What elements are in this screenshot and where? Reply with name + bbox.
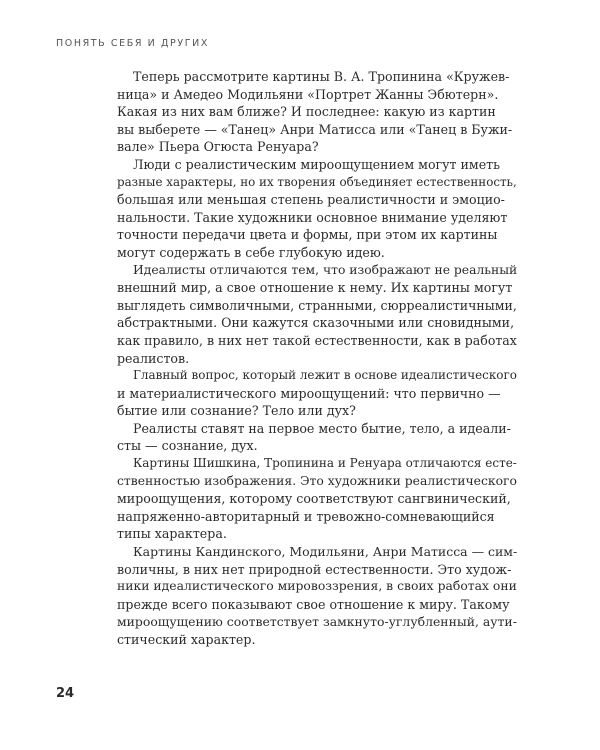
- page-number: 24: [56, 686, 75, 701]
- text-line: как правило, в них нет такой естественности, как в работах: [117, 332, 517, 348]
- paragraph-4: [117, 367, 517, 420]
- text-line: сты — сознание, дух.: [117, 438, 258, 454]
- text-line: типы характера.: [117, 526, 227, 542]
- text-line: внешний мир, а свое отношение к нему. Их картины могут: [117, 280, 513, 296]
- running-head: ПОНЯТЬ СЕБЯ И ДРУГИХ: [56, 38, 209, 49]
- text-line: Идеалисты отличаются тем, что изображают не реальный: [133, 262, 518, 277]
- text-line: воличны, в них нет природной естественности. Это худож-: [117, 561, 512, 577]
- text-line: бытие или сознание? Тело или дух?: [117, 403, 356, 419]
- text-line: вы выберете — «Танец» Анри Матисса или «Танец в Бужи-: [117, 121, 513, 137]
- text-line: абстрактными. Они кажутся сказочными или сновидными,: [117, 315, 515, 331]
- text-line: прежде всего показывают свое отношение к миру. Такому: [117, 596, 510, 612]
- text-line: могут содержать в себе глубокую идею.: [117, 244, 385, 260]
- text-line: мироощущения, которому соответствуют сангвинический,: [117, 491, 511, 507]
- paragraph-2: [117, 156, 517, 262]
- text-line: стический характер.: [117, 632, 256, 647]
- text-line: разные характеры, но их творения объединяет естественность,: [117, 174, 517, 189]
- text-line: напряженно-авторитарный и тревожно-сомневающийся: [117, 508, 495, 524]
- text-line: ница» и Амедео Модильяни «Портрет Жанны Эбютерн».: [117, 86, 499, 102]
- body-text: [117, 68, 517, 649]
- paragraph-1: [117, 68, 517, 156]
- text-line: вале» Пьера Огюста Ренуара?: [117, 139, 319, 155]
- text-line: Реалисты ставят на первое место бытие, тело, а идеали-: [133, 420, 511, 436]
- text-line: большая или меньшая степень реалистичности и эмоцио-: [117, 192, 505, 208]
- text-line: ники идеалистического мировоззрения, в своих работах они: [117, 579, 517, 594]
- text-line: Картины Шишкина, Тропинина и Ренуара отличаются есте-: [133, 456, 517, 471]
- text-line: Люди с реалистическим мироощущением могут иметь: [133, 156, 500, 172]
- text-line: точности передачи цвета и формы, при этом их картины: [117, 227, 498, 243]
- paragraph-5: [117, 420, 517, 455]
- text-line: нальности. Такие художники основное внимание уделяют: [117, 209, 508, 225]
- text-line: мироощущению соответствует замкнуто-углубленный, аути-: [117, 614, 517, 630]
- text-line: Главный вопрос, который лежит в основе идеалистического: [133, 368, 517, 383]
- paragraph-7: [117, 543, 517, 649]
- text-line: Теперь рассмотрите картины В. А. Тропинина «Кружев-: [133, 69, 510, 84]
- paragraph-6: [117, 455, 517, 543]
- text-line: Какая из них вам ближе? И последнее: какую из картин: [117, 104, 496, 120]
- paragraph-3: [117, 262, 517, 368]
- text-line: выглядеть символичными, странными, сюрреалистичными,: [117, 297, 517, 313]
- text-line: Картины Кандинского, Модильяни, Анри Матисса — сим-: [133, 544, 518, 560]
- text-line: и материалистического мироощущений: что первично —: [117, 385, 501, 401]
- text-line: ственностью изображения. Это художники реалистического: [117, 473, 517, 488]
- text-line: реалистов.: [117, 350, 190, 366]
